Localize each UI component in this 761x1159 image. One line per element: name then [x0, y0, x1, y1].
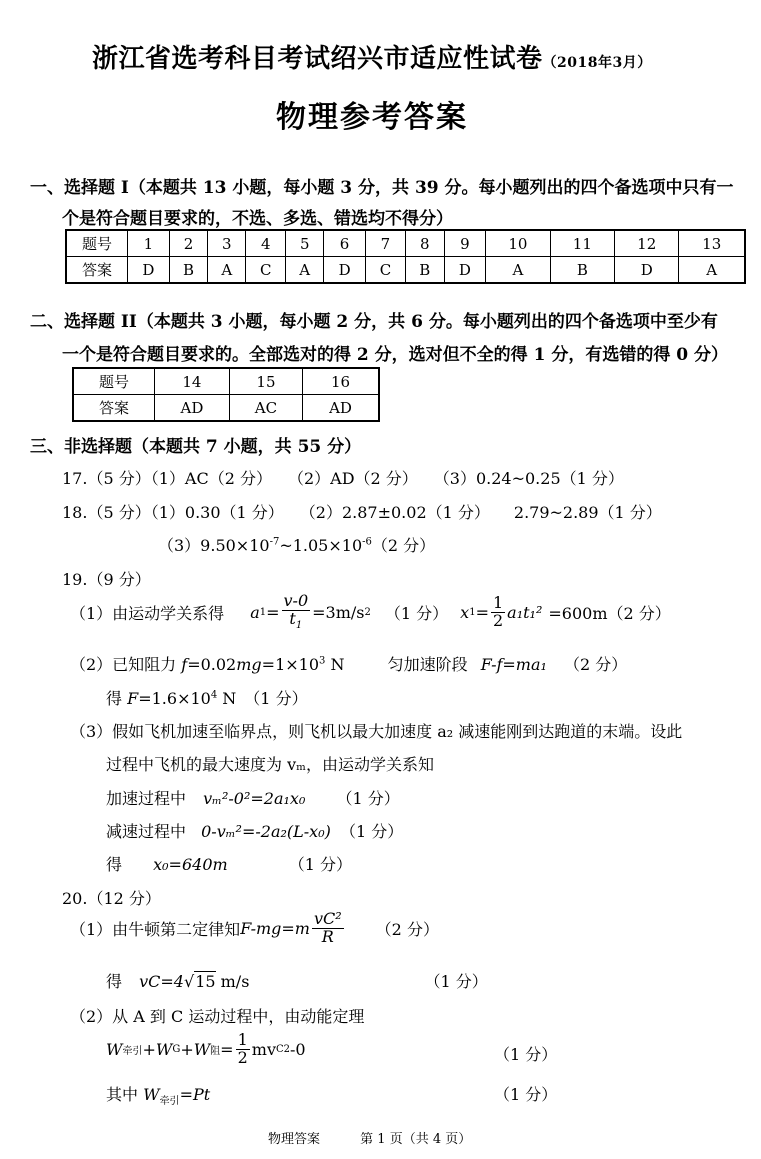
q19-formula: 0-vₘ²=-2a₂(L-x₀)	[201, 822, 331, 841]
table-cell: A	[208, 257, 246, 284]
table-cell: 答案	[66, 257, 128, 284]
q20-label: 得	[106, 972, 123, 991]
q19-sup: 4	[210, 689, 218, 701]
q20-formula: vC=4	[139, 972, 184, 991]
section1-heading-line1: 一、选择题 I（本题共 13 小题，每小题 3 分，共 39 分。每小题列出的四个备选项中只有一	[30, 178, 734, 198]
table-cell: 题号	[73, 368, 155, 395]
table-cell: B	[405, 257, 444, 284]
q19-val: =1×10	[261, 655, 320, 674]
table-cell: D	[128, 257, 170, 284]
table-cell: B	[169, 257, 208, 284]
q20-var: W	[106, 1039, 123, 1059]
table-row	[66, 230, 745, 257]
table-cell: 题号	[66, 230, 128, 257]
table-cell: D	[324, 257, 366, 284]
q20-sub: 阻	[210, 1045, 221, 1057]
q20-part2b	[106, 1082, 210, 1107]
q19-score: （1 分）	[288, 855, 353, 874]
q20-score: （2 分）	[375, 919, 439, 939]
q19-var: a₁t₁²	[507, 602, 543, 622]
q20-part1-result: 得 vC=4√15 m/s （1 分）	[106, 972, 488, 991]
q18-text: ~1.05×10	[279, 536, 363, 555]
q19-part2-line2	[106, 686, 308, 709]
q19-score: N （1 分）	[217, 689, 308, 708]
section1-answer-table	[65, 229, 746, 284]
table-cell: 3	[208, 230, 246, 257]
q19-part3-line2: 过程中飞机的最大速度为 vₘ，由运动学关系知	[106, 755, 434, 774]
q19-formula: vₘ²-0²=2a₁x₀	[203, 789, 306, 808]
q20-part2-formula	[106, 1032, 306, 1067]
q19-sub: 1	[469, 606, 476, 618]
section2-answer-table	[72, 367, 380, 422]
q19-var: x	[460, 602, 470, 622]
page-subtitle: 物理参考答案	[276, 100, 468, 135]
fraction-denominator: R	[321, 926, 334, 946]
q20-formula: =Pt	[179, 1085, 211, 1104]
table-cell: 15	[229, 368, 302, 395]
q20-label: 其中	[106, 1085, 139, 1104]
q20-fraction	[312, 911, 344, 946]
q19-formula: F-f=ma₁	[480, 655, 547, 674]
page-title	[92, 38, 652, 75]
table-cell: 12	[615, 230, 679, 257]
table-cell: 6	[324, 230, 366, 257]
q19-text: 得	[106, 689, 123, 708]
table-cell: 答案	[73, 395, 155, 422]
q19-label: 得	[106, 855, 123, 874]
table-cell: 14	[155, 368, 230, 395]
table-cell: A	[679, 257, 745, 284]
table-cell: 16	[303, 368, 379, 395]
table-cell: 1	[128, 230, 170, 257]
table-cell: 10	[486, 230, 550, 257]
table-cell: B	[550, 257, 614, 284]
q20-formula: F-mg=m	[240, 918, 310, 938]
sqrt-radicand: 15	[195, 972, 216, 991]
q19-label: 减速过程中	[106, 822, 187, 841]
table-cell: AC	[229, 395, 302, 422]
fraction-numerator: vC²	[313, 909, 342, 928]
q19-part1	[70, 593, 671, 631]
q18-answer-line1: 18.（5 分）（1）0.30（1 分） （2）2.87±0.02（1 分） 2.79~2.89（1 分）	[62, 503, 662, 522]
q19-fraction	[491, 592, 505, 630]
table-cell: D	[444, 257, 486, 284]
table-cell: 5	[286, 230, 324, 257]
q19-part3-result	[106, 852, 352, 875]
q19-score: （1 分）	[384, 603, 449, 623]
footer	[268, 1128, 471, 1147]
q19-fraction	[282, 593, 311, 631]
table-cell: A	[286, 257, 324, 284]
section1-heading-line2: 个是符合题目要求的，不选、多选、错选均不得分）	[62, 209, 453, 229]
table-cell: 4	[246, 230, 286, 257]
table-cell: 13	[679, 230, 745, 257]
q20-part1	[70, 911, 439, 946]
q20-part2-score: （1 分）	[494, 1045, 558, 1064]
q19-sup: 3	[319, 655, 326, 667]
q19-eq: =0.02	[187, 655, 237, 674]
title-date: （2018年3月）	[542, 55, 652, 71]
table-cell: A	[486, 257, 550, 284]
table-cell: C	[246, 257, 286, 284]
q20-score: （1 分）	[424, 972, 488, 991]
q20-part2b-score: （1 分）	[494, 1085, 558, 1104]
q19-heading: 19.（9 分）	[62, 570, 151, 589]
table-cell: D	[615, 257, 679, 284]
q19-formula: x₀=640m	[153, 855, 228, 874]
q19-part2-line1	[70, 652, 627, 675]
q18-exp: -6	[362, 536, 372, 548]
q19-sub: 1	[259, 606, 267, 618]
q19-label: 加速过程中	[106, 789, 187, 808]
q19-part3-acc	[106, 786, 400, 809]
table-cell: C	[365, 257, 405, 284]
section2-heading-line2: 一个是符合题目要求的。全部选对的得 2 分，选对但不全的得 1 分，有选错的得 0 分）	[62, 345, 728, 365]
q18-text: （2 分）	[371, 536, 436, 555]
q19-text: （1）由运动学关系得	[70, 603, 225, 623]
q20-text: （1）由牛顿第二定律知	[70, 919, 241, 939]
table-cell: 7	[365, 230, 405, 257]
q20-sub: 牵引	[122, 1045, 143, 1057]
q20-fraction	[236, 1032, 250, 1067]
fraction-numerator: 1	[237, 1030, 248, 1049]
table-row	[73, 368, 379, 395]
q19-result: =3m/s	[312, 602, 365, 622]
q19-result: =600m（2 分）	[548, 603, 671, 623]
q20-heading: 20.（12 分）	[62, 889, 161, 908]
fraction-denominator: t	[289, 608, 296, 628]
q20-sup: 2	[283, 1043, 291, 1055]
q19-var: f	[181, 655, 188, 674]
table-cell: 9	[444, 230, 486, 257]
q17-answer: 17.（5 分）（1）AC（2 分） （2）AD（2 分） （3）0.24~0.25（1 分）	[62, 469, 624, 488]
footer-page-number: 第 1 页（共 4 页）	[360, 1132, 472, 1147]
q19-sup: 2	[364, 606, 371, 618]
table-cell: 8	[405, 230, 444, 257]
q19-eq: =	[266, 602, 280, 622]
q20-sub: 牵引	[159, 1096, 180, 1108]
table-row	[66, 257, 745, 284]
q18-exp: -7	[269, 536, 280, 548]
q20-eq: =	[220, 1039, 234, 1059]
q19-sub: 1	[295, 619, 303, 631]
table-cell: 2	[169, 230, 208, 257]
table-cell: AD	[155, 395, 230, 422]
footer-left: 物理答案	[268, 1132, 321, 1147]
q19-text: （2）已知阻力	[70, 655, 177, 674]
table-row	[73, 395, 379, 422]
q20-part2-text: （2）从 A 到 C 运动过程中，由动能定理	[70, 1007, 365, 1026]
q19-score: （1 分）	[336, 789, 400, 808]
q18-answer-line2	[158, 533, 435, 556]
q19-score: （2 分）	[564, 655, 628, 674]
q20-sub: G	[172, 1043, 181, 1055]
table-cell: 11	[550, 230, 614, 257]
q20-formula: -0	[290, 1039, 306, 1059]
q20-sub: C	[275, 1043, 284, 1055]
section3-heading: 三、非选择题（本题共 7 小题，共 55 分）	[30, 437, 362, 457]
q19-val: =1.6×10	[138, 689, 211, 708]
q19-part3-line1: （3）假如飞机加速至临界点，则飞机以最大加速度 a₂ 减速能刚到达跑道的末端。设此	[70, 722, 683, 741]
q20-formula: mv	[251, 1039, 276, 1059]
q20-var: W	[143, 1085, 160, 1104]
fraction-numerator: 1	[492, 592, 504, 612]
title-text: 浙江省选考科目考试绍兴市适应性试卷	[92, 44, 543, 74]
q19-score: （1 分）	[339, 822, 404, 841]
q19-unit: N	[325, 655, 345, 674]
fraction-denominator: 2	[237, 1047, 248, 1067]
q19-var: mg	[236, 655, 262, 674]
q19-var: F	[127, 689, 139, 708]
fraction-denominator: 2	[492, 610, 504, 630]
q20-var: +W	[180, 1039, 211, 1059]
q19-var: a	[250, 602, 260, 622]
section2-heading-line1: 二、选择题 II（本题共 3 小题，每小题 2 分，共 6 分。每小题列出的四个备选项中至少有	[30, 312, 718, 332]
q20-unit: m/s	[215, 972, 250, 991]
q19-text: 匀加速阶段	[387, 655, 468, 674]
fraction-numerator: v-0	[283, 591, 309, 610]
q19-eq: =	[475, 602, 489, 622]
q19-part3-dec	[106, 819, 403, 842]
table-cell: AD	[303, 395, 379, 422]
q20-var: +W	[142, 1039, 173, 1059]
q18-text: （3）9.50×10	[158, 536, 270, 555]
